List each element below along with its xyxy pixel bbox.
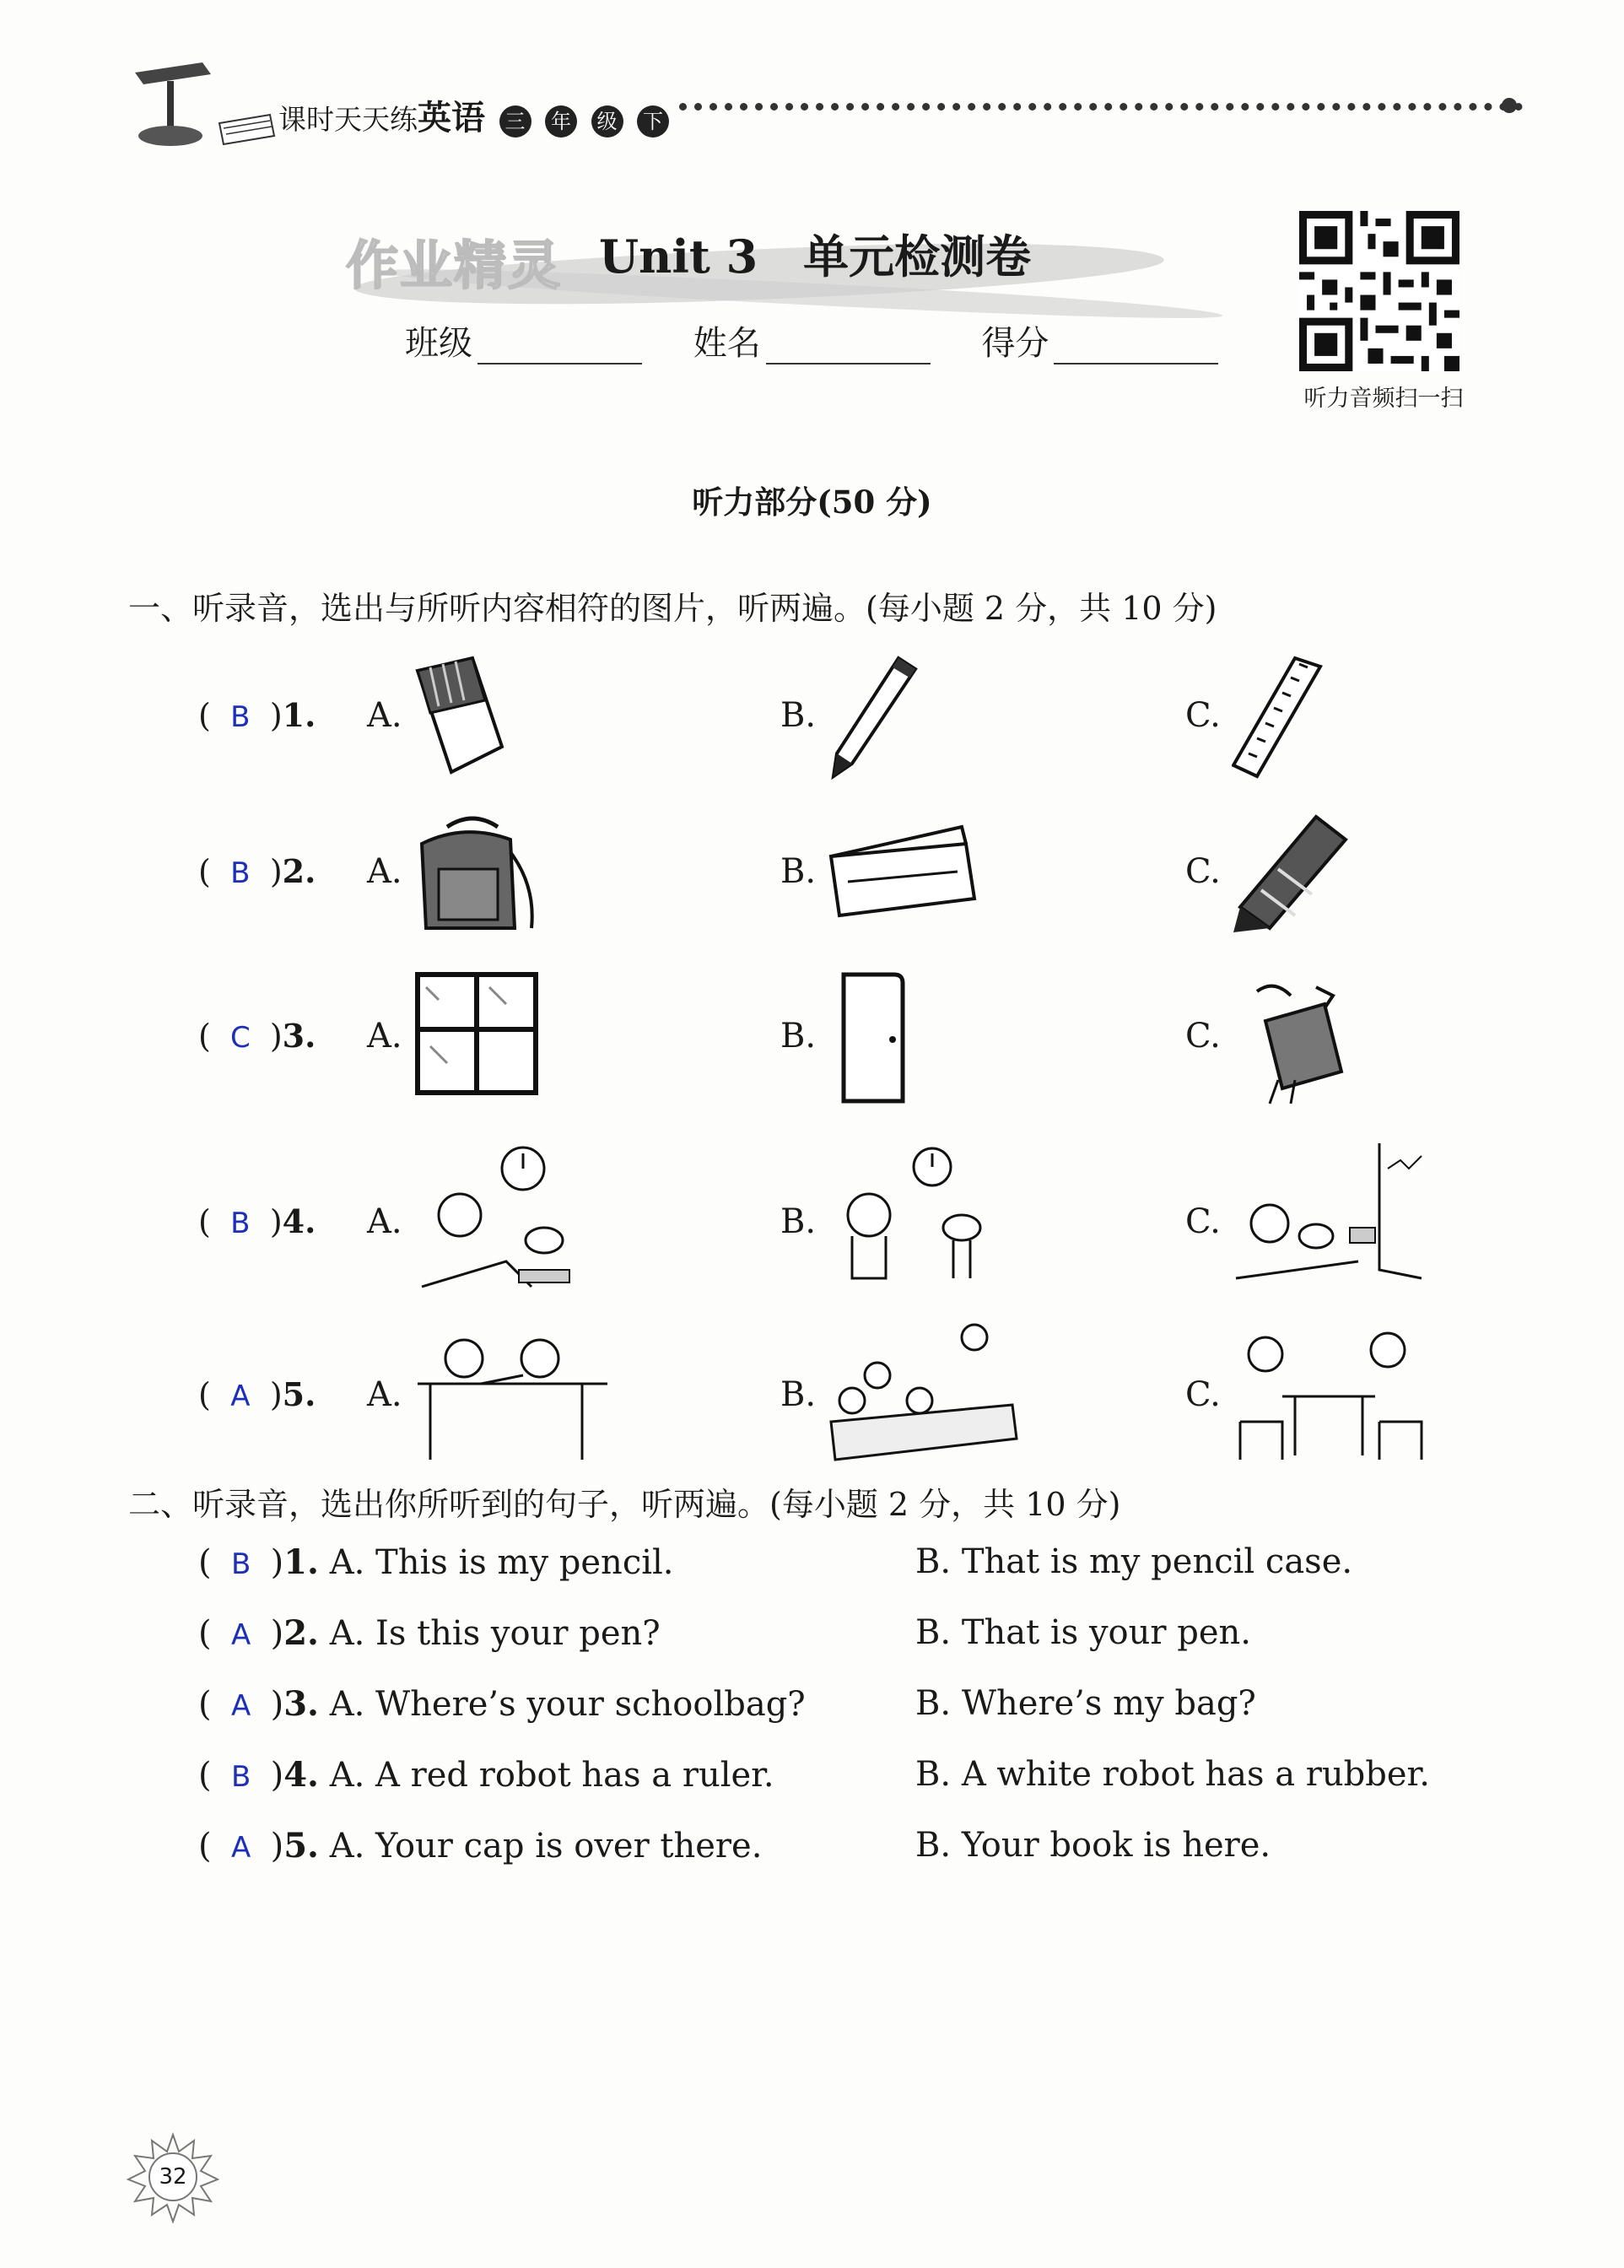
option-a[interactable]: A. xyxy=(367,1017,402,1056)
cat-mouse-scene-icon xyxy=(827,1143,1029,1295)
student-info-line xyxy=(405,316,1218,364)
schoolbag-icon xyxy=(413,810,540,937)
section1-question-5: ( A )5. A. B. C. xyxy=(198,1320,1464,1455)
page-number: 32 xyxy=(127,2130,219,2223)
answer[interactable]: A xyxy=(230,1689,251,1723)
option-c[interactable]: C. xyxy=(1185,696,1221,735)
answer[interactable]: A xyxy=(230,1831,251,1865)
section2-question-5: ( A )5. A. Your cap is over there. xyxy=(198,1826,763,1866)
option-a[interactable]: A. A red robot has a ruler. xyxy=(329,1756,774,1795)
closing-book-icon xyxy=(1232,970,1358,1105)
pencil-icon xyxy=(827,654,920,780)
section2-question-3: ( A )3. A. Where’s your schoolbag? xyxy=(198,1684,806,1724)
option-a[interactable]: A. This is my pencil. xyxy=(329,1543,674,1582)
cat-mouse-scene-icon xyxy=(413,1143,616,1295)
section2-question-4: ( B )4. A. A red robot has a ruler. xyxy=(198,1755,774,1795)
option-c[interactable]: C. xyxy=(1185,1375,1221,1414)
listening-heading: 听力部分(50 分) xyxy=(692,483,932,521)
class-label: 班级 xyxy=(405,324,472,363)
option-a[interactable]: A. Your cap is over there. xyxy=(329,1827,763,1866)
section1-question-3: ( C )3. A. B. C. xyxy=(198,970,1464,1105)
answer[interactable]: A xyxy=(230,1380,251,1413)
section2-question-1: ( B )1. A. This is my pencil. xyxy=(198,1542,674,1582)
grade-char-2: 年 xyxy=(545,105,577,138)
name-field[interactable] xyxy=(766,331,931,364)
option-b[interactable]: B. That is your pen. xyxy=(915,1613,1251,1652)
section1-question-4: ( B )4. A. B. C. xyxy=(198,1143,1464,1278)
answer[interactable]: B xyxy=(230,1207,251,1240)
option-b[interactable]: B. Where’s my bag? xyxy=(915,1684,1256,1723)
option-b[interactable]: B. That is my pencil case. xyxy=(915,1542,1353,1581)
grade-char-1: 三 xyxy=(499,105,531,138)
header-rule-end xyxy=(1502,98,1517,113)
qr-caption: 听力音频扫一扫 xyxy=(1303,386,1464,412)
section1-question-1: ( B )1. A. B. C. xyxy=(198,654,1464,789)
header-dotted-rule xyxy=(679,103,1523,111)
answer[interactable]: A xyxy=(230,1618,251,1652)
option-a[interactable]: A. xyxy=(367,1375,402,1414)
score-label: 得分 xyxy=(981,324,1049,363)
option-c[interactable]: C. xyxy=(1185,1017,1221,1056)
option-b[interactable]: B. A white robot has a rubber. xyxy=(915,1755,1430,1794)
option-a[interactable]: A. Where’s your schoolbag? xyxy=(329,1685,806,1724)
pencil-case-icon xyxy=(827,823,979,924)
book-header xyxy=(118,51,1519,160)
door-icon xyxy=(827,970,911,1105)
ruler-icon xyxy=(1232,654,1325,780)
answer[interactable]: B xyxy=(230,700,251,734)
header-title: 课时天天练英语 三 年 级 下 xyxy=(278,91,669,139)
option-a[interactable]: A. xyxy=(367,696,402,735)
grade-char-4: 下 xyxy=(637,105,669,138)
option-c[interactable]: C. xyxy=(1185,852,1221,891)
score-field[interactable] xyxy=(1054,331,1218,364)
section1-title: 一、听录音，选出与所听内容相符的图片，听两遍。(每小题 2 分，共 10 分) xyxy=(128,590,1217,627)
answer[interactable]: B xyxy=(230,1547,251,1581)
title-block xyxy=(329,202,1274,371)
answer[interactable]: C xyxy=(229,1021,251,1055)
classroom-scene-icon xyxy=(413,1320,607,1464)
option-a[interactable]: A. Is this your pen? xyxy=(329,1614,661,1653)
qr-code-icon[interactable] xyxy=(1299,211,1459,371)
classroom-scene-icon xyxy=(1232,1320,1426,1464)
option-b[interactable]: B. xyxy=(780,1375,817,1414)
option-a[interactable]: A. xyxy=(367,852,402,891)
option-b[interactable]: B. xyxy=(780,1017,817,1056)
classroom-scene-icon xyxy=(827,1320,1021,1464)
answer[interactable]: B xyxy=(230,1760,251,1794)
grade-char-3: 级 xyxy=(591,105,623,138)
class-field[interactable] xyxy=(477,331,642,364)
option-b[interactable]: B. xyxy=(780,852,817,891)
window-icon xyxy=(413,970,540,1097)
crayon-icon xyxy=(1232,810,1350,937)
option-b[interactable]: B. Your book is here. xyxy=(915,1826,1271,1865)
section2-title: 二、听录音，选出你所听到的句子，听两遍。(每小题 2 分，共 10 分) xyxy=(128,1486,1121,1523)
option-c[interactable]: C. xyxy=(1185,1202,1221,1241)
page-title: Unit 3 单元检测卷 xyxy=(599,230,1032,284)
option-b[interactable]: B. xyxy=(780,1202,817,1241)
option-a[interactable]: A. xyxy=(367,1202,402,1241)
eraser-icon xyxy=(413,654,515,780)
option-b[interactable]: B. xyxy=(780,696,817,735)
section2-question-2: ( A )2. A. Is this your pen? xyxy=(198,1613,661,1653)
cat-mouse-scene-icon xyxy=(1232,1143,1434,1295)
desk-lamp-icon xyxy=(127,56,278,157)
section1-question-2: ( B )2. A. B. C. xyxy=(198,810,1464,945)
watermark: 作业精灵 xyxy=(346,235,563,296)
answer[interactable]: B xyxy=(230,856,251,890)
name-label: 姓名 xyxy=(693,324,761,363)
